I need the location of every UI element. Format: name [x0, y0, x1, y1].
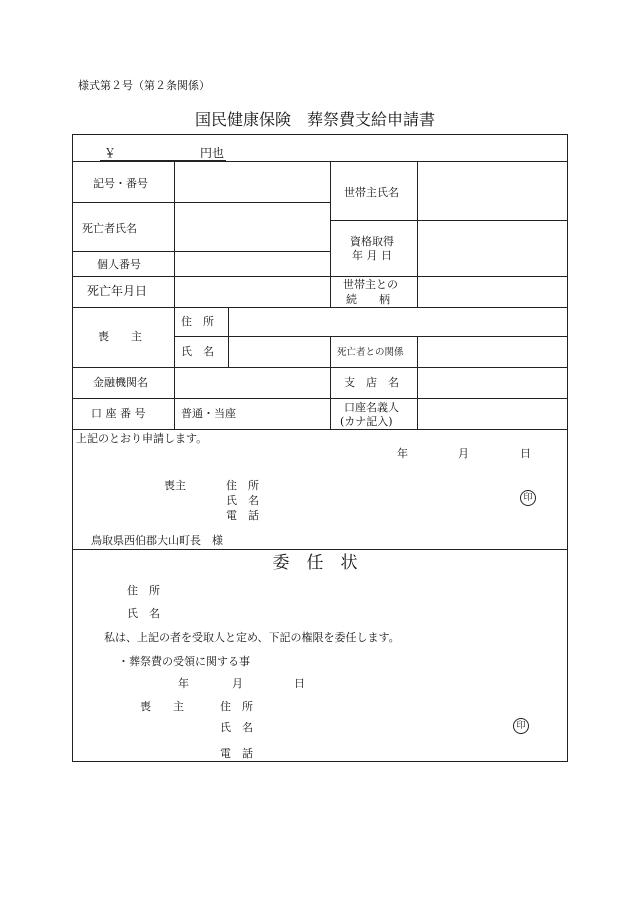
setainushi-name-field[interactable] — [418, 162, 567, 220]
del-name-label: 氏 名 — [220, 721, 253, 734]
form-number: 様式第２号（第２条関係） — [78, 79, 210, 92]
mourner-name-field[interactable] — [229, 337, 329, 367]
label-branch-name: 支 店 名 — [344, 376, 399, 389]
delegate-name-label: 氏 名 — [127, 607, 160, 620]
deceased-name-field[interactable] — [175, 203, 329, 251]
del-date-day: 日 — [294, 677, 305, 690]
delegation-statement: 私は、上記の者を受取人と定め、下記の権限を委任します。 — [104, 631, 400, 644]
delegation-title: 委 任 状 — [272, 553, 358, 573]
seal-mark: 印 — [520, 490, 536, 506]
app-address-label: 住 所 — [226, 479, 259, 492]
app-date-year: 年 — [397, 447, 408, 460]
branch-name-field[interactable] — [418, 368, 567, 398]
delegation-item: ・葬祭費の受領に関する事 — [118, 655, 250, 668]
label-kojin-bango: 個人番号 — [97, 258, 141, 271]
app-mourner-label: 喪主 — [164, 479, 186, 492]
del-phone-label: 電 話 — [220, 747, 253, 760]
relation-setai-field[interactable] — [418, 277, 567, 307]
label-mourner: 喪 主 — [98, 330, 142, 343]
label-relation-deceased: 死亡者との関係 — [337, 347, 404, 358]
delegate-address-label: 住 所 — [127, 584, 160, 597]
label-setainushi-name: 世帯主氏名 — [344, 186, 399, 199]
shikaku-date-field[interactable] — [418, 221, 567, 276]
label-deceased-name: 死亡者氏名 — [82, 222, 137, 235]
kojin-bango-field[interactable] — [175, 252, 329, 276]
bank-name-field[interactable] — [175, 368, 329, 398]
delegate-address-field[interactable] — [175, 581, 555, 599]
label-account-holder-2: (カナ記入) — [340, 415, 393, 428]
relation-deceased-field[interactable] — [418, 337, 567, 367]
account-type[interactable]: 普通・当座 — [181, 407, 236, 420]
page-title: 国民健康保険 葬祭費支給申請書 — [194, 110, 435, 129]
app-phone-label: 電 話 — [226, 509, 259, 522]
amount-unit: 円也 — [200, 146, 225, 160]
label-shikaku-1: 資格取得 — [350, 235, 394, 248]
label-shikaku-2: 年 月 日 — [352, 249, 392, 262]
label-mourner-name: 氏 名 — [181, 345, 214, 358]
app-date-day: 日 — [520, 447, 531, 460]
account-holder-field[interactable] — [418, 399, 567, 430]
del-seal-mark: 印 — [513, 718, 529, 734]
label-death-date: 死亡年月日 — [87, 284, 148, 298]
app-name-label: 氏 名 — [226, 494, 259, 507]
label-account-holder-1: 口座名義人 — [344, 401, 399, 414]
app-date-month: 月 — [458, 447, 469, 460]
del-date-month: 月 — [232, 677, 243, 690]
account-number-field[interactable] — [175, 399, 329, 430]
mourner-address-field[interactable] — [229, 308, 567, 336]
label-bank-name: 金融機関名 — [93, 376, 148, 389]
delegate-name-field[interactable] — [175, 604, 555, 622]
label-kigo-bango: 記号・番号 — [93, 177, 148, 190]
amount-field[interactable] — [120, 147, 200, 159]
application-statement: 上記のとおり申請します。 — [76, 432, 208, 445]
amount-underline — [100, 160, 226, 161]
del-address-label: 住 所 — [220, 700, 253, 713]
application-statement-box — [72, 429, 568, 550]
death-date-field[interactable] — [175, 277, 329, 307]
label-relation-setai-1: 世帯主との — [343, 278, 398, 291]
yen-mark: ￥ — [104, 146, 117, 160]
label-account-number: 口 座 番 号 — [91, 407, 146, 420]
recipient-mayor: 鳥取県西伯郡大山町長 様 — [91, 534, 223, 547]
label-relation-setai-2: 続 柄 — [346, 293, 390, 306]
label-mourner-address: 住 所 — [181, 315, 214, 328]
kigo-bango-field[interactable] — [175, 162, 329, 202]
del-mourner-label: 喪 主 — [140, 700, 184, 713]
del-date-year: 年 — [178, 677, 189, 690]
